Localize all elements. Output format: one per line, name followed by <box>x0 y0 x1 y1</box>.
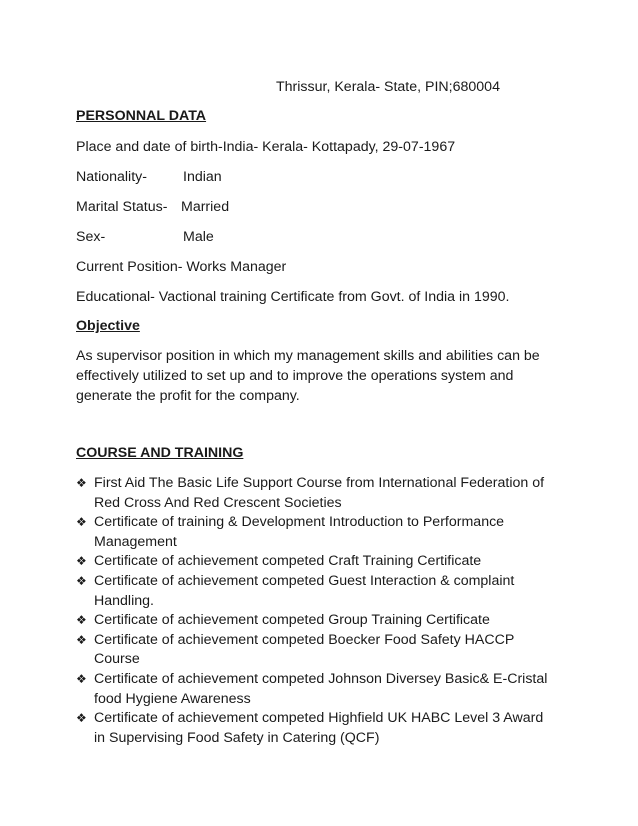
list-item-line: Certificate of achievement competed Craft Training Certificate <box>94 553 482 570</box>
objective-heading: Objective <box>76 318 140 334</box>
list-item-line: Course <box>94 651 140 668</box>
diamond-bullet-icon: ❖ <box>76 554 87 569</box>
list-item <box>76 670 568 709</box>
list-item-line: in Supervising Food Safety in Catering (QCF) <box>94 729 380 746</box>
list-item <box>76 709 568 748</box>
list-item-line: Certificate of achievement competed Johnson Diversey Basic& E-Cristal <box>94 670 548 687</box>
nationality-label: Nationality- <box>76 169 147 185</box>
list-item-line: Certificate of achievement competed Guest Interaction & complaint <box>94 572 515 589</box>
nationality-value: Indian <box>183 169 222 185</box>
list-item <box>76 513 568 552</box>
birth-line: Place and date of birth-India- Kerala- Kottapady, 29-07-1967 <box>76 139 456 155</box>
list-item-line: food Hygiene Awareness <box>94 690 251 707</box>
nationality-line <box>76 167 222 187</box>
diamond-bullet-icon: ❖ <box>76 515 87 530</box>
objective-line: As supervisor position in which my management skills and abilities can be <box>76 348 540 364</box>
current-position-line: Current Position- Works Manager <box>76 259 287 275</box>
address-line: Thrissur, Kerala- State, PIN;680004 <box>276 79 500 95</box>
list-item-line: Certificate of achievement competed Boecker Food Safety HACCP <box>94 631 515 648</box>
sex-value: Male <box>183 229 214 245</box>
course-training-heading: COURSE AND TRAINING <box>76 445 244 461</box>
list-item-line: Red Cross And Red Crescent Societies <box>94 494 342 511</box>
marital-status-label: Marital Status- <box>76 199 168 215</box>
list-item-line: Certificate of achievement competed Highfield UK HABC Level 3 Award <box>94 710 544 727</box>
list-item-line: Certificate of achievement competed Group Training Certificate <box>94 612 490 629</box>
sex-line <box>76 227 214 247</box>
course-list <box>76 474 568 748</box>
diamond-bullet-icon: ❖ <box>76 711 87 726</box>
objective-line: effectively utilized to set up and to improve the operations system and <box>76 368 514 384</box>
list-item <box>76 631 568 670</box>
list-item-line: First Aid The Basic Life Support Course from International Federation of <box>94 475 545 491</box>
objective-paragraph <box>76 346 568 406</box>
list-item-line: Management <box>94 533 177 550</box>
personal-data-heading: PERSONNAL DATA <box>76 108 207 124</box>
list-item <box>76 572 568 611</box>
list-item <box>76 474 568 513</box>
diamond-bullet-icon: ❖ <box>76 476 87 490</box>
diamond-bullet-icon: ❖ <box>76 632 87 647</box>
sex-label: Sex- <box>76 229 106 245</box>
list-item <box>76 552 568 572</box>
marital-status-value: Married <box>181 199 230 215</box>
educational-line: Educational- Vactional training Certificate from Govt. of India in 1990. <box>76 289 510 305</box>
list-item-line: Handling. <box>94 592 154 609</box>
diamond-bullet-icon: ❖ <box>76 573 87 588</box>
diamond-bullet-icon: ❖ <box>76 613 87 628</box>
marital-status-line <box>76 197 229 217</box>
list-item-line: Certificate of training & Development Introduction to Performance <box>94 514 505 531</box>
list-item <box>76 611 568 631</box>
diamond-bullet-icon: ❖ <box>76 671 87 686</box>
objective-line: generate the profit for the company. <box>76 388 300 404</box>
